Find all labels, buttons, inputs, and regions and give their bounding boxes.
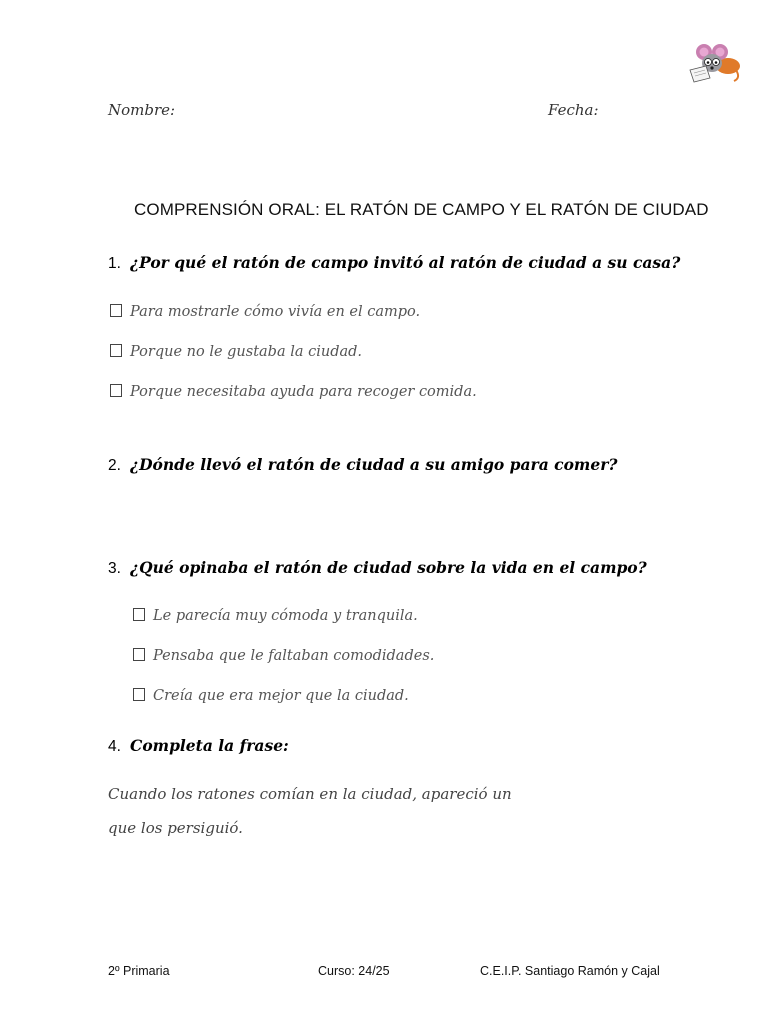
option-3c[interactable]: Creía que era mejor que la ciudad. [133, 688, 409, 704]
question-4 [108, 736, 289, 756]
question-number: 1. [108, 255, 121, 272]
option-1c[interactable]: Porque necesitaba ayuda para recoger comida. [110, 384, 477, 400]
option-1a[interactable]: Para mostrarle cómo vivía en el campo. [110, 304, 420, 320]
option-1b[interactable]: Porque no le gustaba la ciudad. [110, 344, 362, 360]
question-text: Completa la frase: [130, 736, 289, 755]
page-title: COMPRENSIÓN ORAL: EL RATÓN DE CAMPO Y EL RATÓN DE CIUDAD [134, 200, 709, 219]
sentence-line-1: Cuando los ratones comían en la ciudad, apareció un [108, 785, 512, 803]
footer-grade: 2º Primaria [108, 964, 170, 978]
question-1 [108, 253, 680, 273]
question-number: 3. [108, 560, 121, 577]
date-label: Fecha: [548, 101, 599, 119]
question-number: 2. [108, 457, 121, 474]
name-label: Nombre: [108, 101, 176, 119]
question-2 [108, 455, 617, 475]
footer-course: Curso: 24/25 [318, 964, 390, 978]
question-number: 4. [108, 738, 121, 755]
question-text: ¿Dónde llevó el ratón de ciudad a su amigo para comer? [130, 455, 618, 474]
question-text: ¿Por qué el ratón de campo invitó al ratón de ciudad a su casa? [130, 253, 681, 272]
checkbox[interactable] [133, 608, 145, 621]
checkbox[interactable] [110, 384, 122, 397]
footer-school: C.E.I.P. Santiago Ramón y Cajal [480, 964, 660, 978]
option-3b[interactable]: Pensaba que le faltaban comodidades. [133, 648, 434, 664]
sentence-line-2: que los persiguió. [108, 819, 243, 837]
question-3 [108, 558, 647, 578]
checkbox[interactable] [110, 304, 122, 317]
checkbox[interactable] [133, 688, 145, 701]
question-text: ¿Qué opinaba el ratón de ciudad sobre la vida en el campo? [130, 558, 647, 577]
option-3a[interactable]: Le parecía muy cómoda y tranquila. [133, 608, 418, 624]
checkbox[interactable] [110, 344, 122, 357]
mouse-reading-icon [684, 42, 742, 84]
checkbox[interactable] [133, 648, 145, 661]
